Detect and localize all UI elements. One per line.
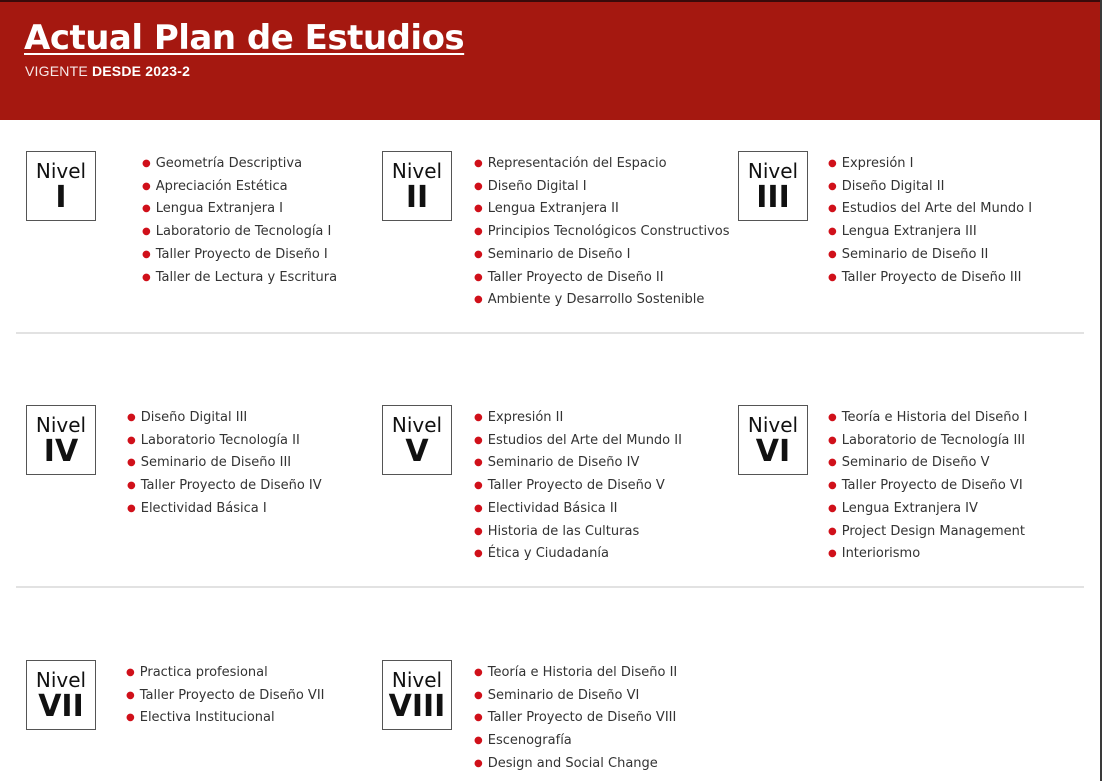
course-name: Seminario de Diseño V [841,455,990,471]
course-item [474,198,730,221]
course-name: Seminario de Diseño III [140,455,292,471]
bullet-icon: ● [142,226,151,238]
course-item [828,498,1027,521]
course-name: Project Design Management [841,523,1025,539]
bullet-icon: ● [474,525,483,537]
course-item [474,685,677,708]
course-name: Ambiente y Desarrollo Sostenible [487,292,705,308]
course-item [828,267,1032,290]
page-subtitle [25,63,190,79]
bullet-icon: ● [474,434,483,446]
course-list [474,153,730,312]
bullet-icon: ● [828,271,837,283]
course-name: Electividad Básica I [140,500,267,516]
bullet-icon: ● [828,248,837,260]
level-number: II [405,180,429,215]
course-item [142,198,337,221]
bullet-icon: ● [828,548,837,560]
course-item [828,221,1032,244]
course-name: Taller Proyecto de Diseño VII [139,687,325,703]
level-badge [26,405,96,475]
course-item [474,430,682,453]
level-badge [382,151,452,221]
course-name: Principios Tecnológicos Constructivos [487,224,730,240]
course-name: Seminario de Diseño VI [487,687,640,703]
bullet-icon: ● [474,480,483,492]
course-item [142,267,337,290]
level-number: III [756,180,790,215]
course-name: Electividad Básica II [487,500,618,516]
course-item [126,707,325,730]
course-item [474,730,677,753]
bullet-icon: ● [828,434,837,446]
course-name: Electiva Institucional [139,710,275,726]
course-item [142,153,337,176]
bullet-icon: ● [474,412,483,423]
level-word: Nivel [391,413,443,437]
bullet-icon: ● [474,689,483,701]
level-word: Nivel [391,668,443,692]
bullet-icon: ● [127,434,136,446]
course-name: Escenografía [487,733,572,749]
section-divider [16,332,1084,334]
course-list [474,662,677,776]
course-item [474,662,677,685]
bullet-icon: ● [828,203,837,215]
level-number: VIII [388,689,446,724]
bullet-icon: ● [474,735,483,747]
course-item [142,244,337,267]
bullet-icon: ● [142,180,151,192]
bullet-icon: ● [474,248,483,260]
course-name: Laboratorio Tecnología II [140,432,300,448]
level-number: V [405,434,429,469]
bullet-icon: ● [474,294,483,306]
course-item [474,153,730,176]
page-title: Actual Plan de Estudios [24,18,465,58]
course-name: Taller de Lectura y Escritura [155,269,338,285]
bullet-icon: ● [142,158,151,169]
course-name: Teoría e Historia del Diseño II [487,665,678,680]
course-item [474,176,730,199]
course-name: Ética y Ciudadanía [487,546,609,562]
subtitle-bold: DESDE 2023-2 [91,63,191,79]
course-item [474,221,730,244]
course-name: Interiorismo [841,546,921,562]
course-name: Design and Social Change [487,755,658,771]
course-name: Seminario de Diseño IV [487,455,640,471]
course-name: Taller Proyecto de Diseño VIII [487,710,677,726]
bullet-icon: ● [142,271,151,283]
course-item [828,244,1032,267]
course-item [474,289,730,312]
course-item [828,452,1027,475]
course-item [127,498,322,521]
course-item [474,498,682,521]
course-item [474,707,677,730]
bullet-icon: ● [828,226,837,238]
course-item [127,430,322,453]
level-badge [382,405,452,475]
course-name: Practica profesional [139,665,268,680]
bullet-icon: ● [474,457,483,469]
course-item [142,176,337,199]
level-word: Nivel [35,668,87,692]
course-name: Representación del Espacio [487,156,667,171]
bullet-icon: ● [474,712,483,724]
course-item [828,198,1032,221]
course-name: Lengua Extranjera IV [841,500,978,516]
course-item [127,407,322,430]
course-name: Historia de las Culturas [487,523,640,539]
course-name: Taller Proyecto de Diseño VI [841,478,1023,494]
course-name: Taller Proyecto de Diseño III [841,269,1022,285]
bullet-icon: ● [127,412,136,423]
course-name: Diseño Digital III [140,410,248,425]
course-item [474,267,730,290]
course-item [474,452,682,475]
course-name: Taller Proyecto de Diseño I [155,246,328,262]
header-banner [0,2,1100,120]
course-item [127,475,322,498]
course-item [142,221,337,244]
course-name: Lengua Extranjera I [155,201,284,217]
level-badge [738,405,808,475]
level-word: Nivel [747,159,799,183]
bullet-icon: ● [828,525,837,537]
level-badge [382,660,452,730]
bullet-icon: ● [474,158,483,169]
level-badge [26,660,96,730]
course-item [126,662,325,685]
course-list [126,662,325,730]
bullet-icon: ● [142,248,151,260]
course-item [828,407,1027,430]
course-name: Taller Proyecto de Diseño V [487,478,665,494]
bullet-icon: ● [828,457,837,469]
course-name: Expresión II [487,410,564,425]
bullet-icon: ● [474,502,483,514]
bullet-icon: ● [474,548,483,560]
course-name: Taller Proyecto de Diseño II [487,269,664,285]
course-list [474,407,682,566]
course-name: Lengua Extranjera II [487,201,619,217]
course-item [828,430,1027,453]
course-item [474,543,682,566]
bullet-icon: ● [474,180,483,192]
level-number: IV [43,434,79,469]
level-word: Nivel [747,413,799,437]
subtitle-light: VIGENTE [25,63,88,79]
bullet-icon: ● [126,712,135,724]
bullet-icon: ● [127,502,136,514]
bullet-icon: ● [474,226,483,238]
bullet-icon: ● [126,689,135,701]
course-list [127,407,322,521]
course-name: Taller Proyecto de Diseño IV [140,478,322,494]
level-word: Nivel [35,413,87,437]
course-name: Geometría Descriptiva [155,156,303,171]
course-list [142,153,337,289]
course-item [126,685,325,708]
course-name: Diseño Digital I [487,178,587,194]
course-item [127,452,322,475]
course-name: Expresión I [841,156,914,171]
bullet-icon: ● [828,502,837,514]
level-word: Nivel [391,159,443,183]
bullet-icon: ● [828,158,837,169]
bullet-icon: ● [474,271,483,283]
bullet-icon: ● [126,667,135,678]
bullet-icon: ● [828,480,837,492]
course-name: Seminario de Diseño I [487,246,631,262]
course-item [474,407,682,430]
course-name: Laboratorio de Tecnología III [841,432,1026,448]
bullet-icon: ● [474,757,483,769]
course-name: Estudios del Arte del Mundo I [841,201,1033,217]
level-number: VI [755,434,791,469]
level-badge [26,151,96,221]
course-item [474,244,730,267]
level-badge [738,151,808,221]
course-item [474,753,677,776]
course-item [828,475,1027,498]
course-name: Diseño Digital II [841,178,945,194]
course-item [828,153,1032,176]
course-item [828,521,1027,544]
course-name: Apreciación Estética [155,178,288,194]
course-item [474,475,682,498]
bullet-icon: ● [127,480,136,492]
course-name: Seminario de Diseño II [841,246,989,262]
bullet-icon: ● [828,412,837,423]
level-word: Nivel [35,159,87,183]
course-name: Estudios del Arte del Mundo II [487,432,682,448]
course-list [828,153,1032,289]
course-list [828,407,1027,566]
course-item [474,521,682,544]
bullet-icon: ● [127,457,136,469]
level-number: I [55,180,67,215]
course-name: Laboratorio de Tecnología I [155,224,332,240]
course-item [828,543,1027,566]
level-number: VII [38,689,84,724]
section-divider [16,586,1084,588]
course-item [828,176,1032,199]
course-name: Lengua Extranjera III [841,224,977,240]
course-name: Teoría e Historia del Diseño I [841,410,1028,425]
bullet-icon: ● [142,203,151,215]
bullet-icon: ● [828,180,837,192]
bullet-icon: ● [474,203,483,215]
bullet-icon: ● [474,667,483,678]
